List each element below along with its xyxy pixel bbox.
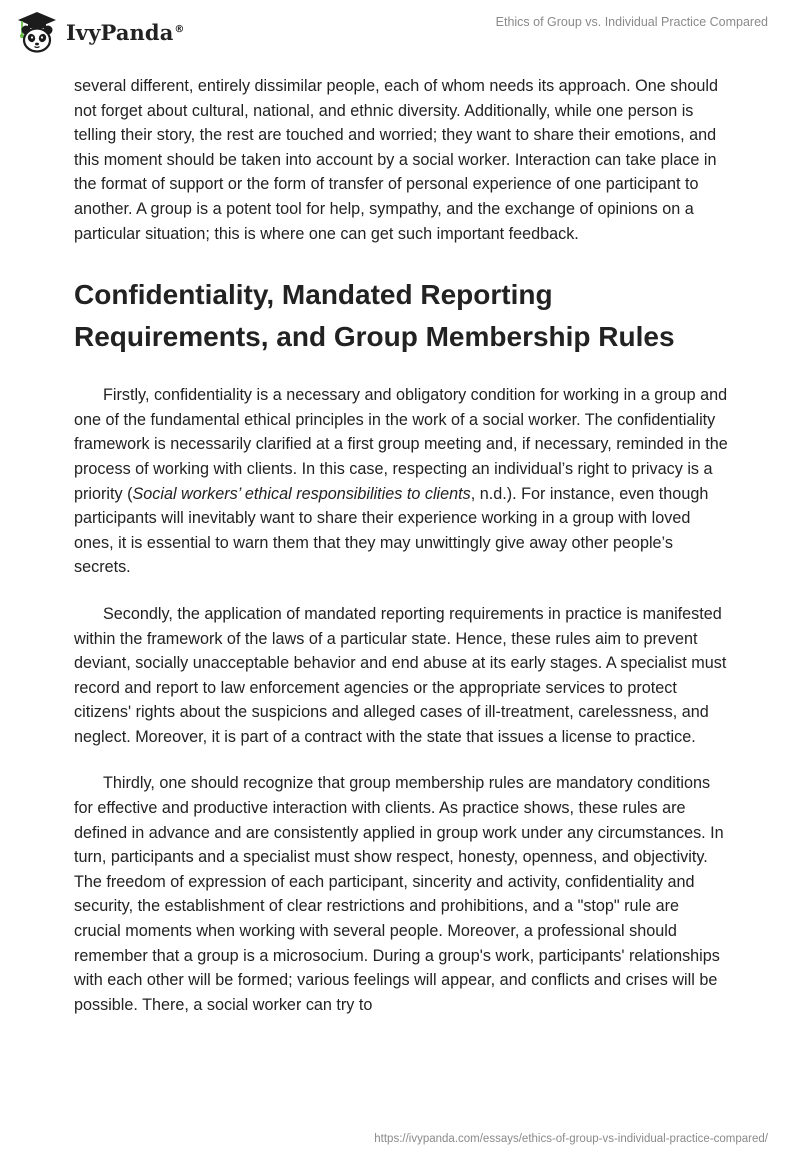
paragraph-text: Firstly, confidentiality is a necessary and obligatory condition for working in a group and one of the fundamental ethical principles in the work of a social worker. The confidentiality framework is necessarily clarified at a first group meeting and, if necessary, reminded in the process of working with clients. In this case, respecting an individual’s right to privacy is a priority ( bbox=[74, 386, 728, 503]
paragraph-mandated-reporting: Secondly, the application of mandated reporting requirements in practice is manifested within the framework of the laws of a particular state. Hence, these rules aim to prevent deviant, socially unacceptable behavior and end abuse at its early stages. A specialist must record and report to law enforcement agencies or the appropriate services to protect citizens' rights about the suspicions and alleged cases of ill-treatment, carelessness, and neglect. Moreover, it is part of a contract with the state that issues a license to practice. bbox=[74, 604, 727, 746]
section-heading: Confidentiality, Mandated Reporting Requirements, and Group Membership Rules bbox=[74, 279, 675, 353]
paragraph-intro: several different, entirely dissimilar people, each of whom needs its approach. One should not forget about cultural, national, and ethnic diversity. Additionally, while one person is telling their story, the rest are touched and worried; they want to share their emotions, and this moment should be taken into account by a social worker. Interaction can take place in the format of support or the form of transfer of personal experience of one participant to another. A group is a potent tool for help, sympathy, and the exchange of opinions on a particular situation; this is where one can get such important feedback. bbox=[74, 77, 718, 243]
registered-mark: ® bbox=[174, 23, 185, 35]
source-url[interactable]: https://ivypanda.com/essays/ethics-of-group-vs-individual-practice-compared/ bbox=[374, 1133, 768, 1145]
citation-title: Social workers’ ethical responsibilities to clients bbox=[132, 484, 471, 503]
paragraph-membership-rules: Thirdly, one should recognize that group membership rules are mandatory conditions for effective and productive interaction with clients. As practice shows, these rules are defined in advance and are consistently applied in group work under any circumstances. In turn, participants and a specialist must show respect, honesty, openness, and objectivity. The freedom of expression of each participant, sincerity and activity, confidentiality and security, the establishment of clear restrictions and prohibitions, and a "stop" rule are crucial moments when working with several people. Moreover, a professional should remember that a group is a microsocium. During a group's work, participants' relationships with each other will be formed; various feelings will appear, and conflicts and crises will be possible. There, a social worker can try to bbox=[74, 774, 724, 1014]
paragraph-confidentiality bbox=[74, 383, 730, 580]
logo-wordmark bbox=[66, 20, 185, 45]
paragraph-text: , n.d.). For instance, even though participants will inevitably want to share their experience working in a group with loved ones, it is essential to warn them that they may unwittingly give away other people’s secrets. bbox=[74, 484, 709, 577]
panda-graduate-icon bbox=[14, 9, 60, 55]
document-title: Ethics of Group vs. Individual Practice Compared bbox=[495, 15, 768, 29]
essay-content bbox=[74, 74, 730, 1039]
logo-text: IvyPanda bbox=[66, 19, 174, 45]
ivypanda-logo[interactable] bbox=[14, 10, 185, 54]
page-header bbox=[0, 0, 800, 70]
